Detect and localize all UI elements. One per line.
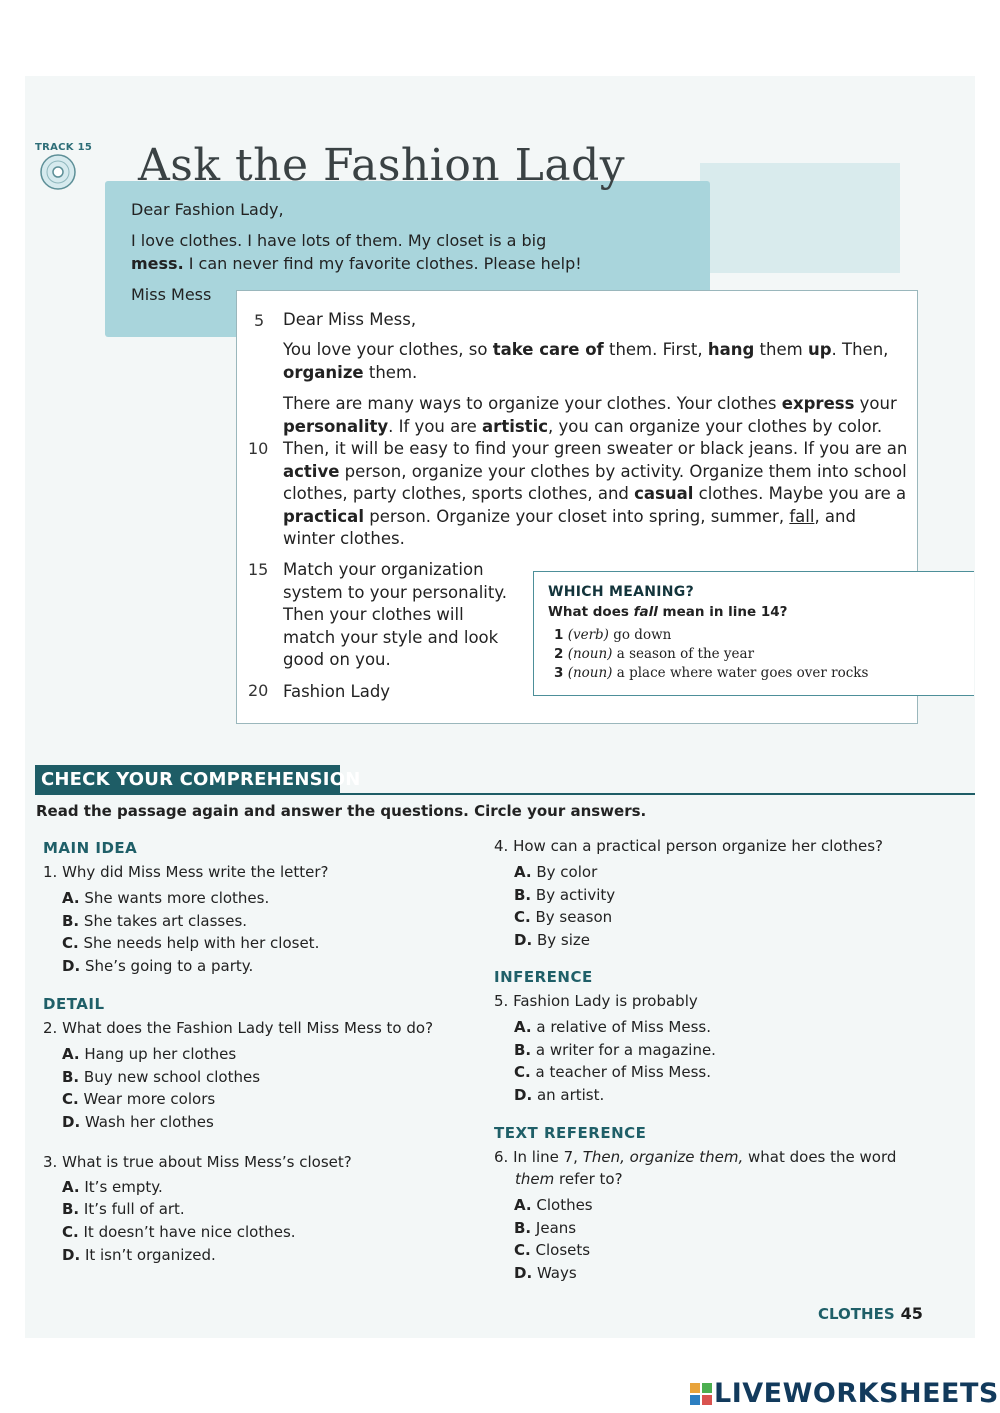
answer-option[interactable]: A. By color — [514, 863, 598, 881]
answer-option[interactable]: C. She needs help with her closet. — [62, 934, 320, 952]
letter-text: I can never find my favorite clothes. Please help! — [183, 254, 582, 273]
answer-option[interactable]: C. Closets — [514, 1241, 591, 1259]
question-5: 5. Fashion Lady is probably — [494, 992, 698, 1010]
which-meaning-heading: WHICH MEANING? — [548, 584, 695, 600]
answer-option[interactable]: C. It doesn’t have nice clothes. — [62, 1223, 296, 1241]
vocab-word: mess. — [131, 254, 184, 273]
brand-name: LIVEWORKSHEETS — [714, 1378, 999, 1409]
line-number: 15 — [248, 560, 269, 579]
meaning-option: 1 (verb) go down — [554, 627, 672, 643]
answer-option[interactable]: B. Jeans — [514, 1219, 577, 1237]
section-title: CHECK YOUR COMPREHENSION — [41, 769, 361, 790]
answer-option[interactable]: C. By season — [514, 908, 613, 926]
section-inference: INFERENCE — [494, 968, 593, 986]
answer-option[interactable]: A. She wants more clothes. — [62, 889, 270, 907]
answer-option[interactable]: A. Hang up her clothes — [62, 1045, 237, 1063]
answer-option[interactable]: D. She’s going to a party. — [62, 957, 254, 975]
instructions: Read the passage again and answer the questions. Circle your answers. — [36, 802, 647, 820]
answer-option[interactable]: A. Clothes — [514, 1196, 593, 1214]
letter-greeting: Dear Fashion Lady, — [131, 200, 284, 219]
page-number: 45 — [900, 1304, 923, 1323]
section-detail: DETAIL — [43, 995, 105, 1013]
answer-option[interactable]: A. a relative of Miss Mess. — [514, 1018, 711, 1036]
brand-logo — [690, 1378, 999, 1409]
answer-paragraph-1: You love your clothes, so take care of them. First, hang them up. Then, organize them. — [283, 340, 889, 382]
section-main-idea: MAIN IDEA — [43, 839, 138, 857]
answer-option[interactable]: D. It isn’t organized. — [62, 1246, 216, 1264]
letter-line-2 — [131, 253, 582, 275]
background-decoration — [700, 163, 900, 273]
question-4: 4. How can a practical person organize her clothes? — [494, 837, 883, 855]
section-text-reference: TEXT REFERENCE — [494, 1124, 647, 1142]
answer-paragraph-2: There are many ways to organize your clothes. Your clothes express your personality. If you are artistic, you can organize your clothes by color. Then, it will be easy to find your green sweater or black jeans. If you are an active person, organize your clothes by activity. Organize them into school clothes, party clothes, sports clothes, and casual clothes. Maybe you are a practical person. Organize your closet into spring, summer, fall, and winter clothes. — [283, 394, 908, 548]
track-label: TRACK 15 — [35, 142, 93, 153]
answer-option[interactable]: D. Wash her clothes — [62, 1113, 214, 1131]
line-number: 10 — [248, 439, 269, 458]
answer-option[interactable]: B. She takes art classes. — [62, 912, 248, 930]
answer-option[interactable]: B. a writer for a magazine. — [514, 1041, 716, 1059]
question-2: 2. What does the Fashion Lady tell Miss Mess to do? — [43, 1019, 434, 1037]
answer-signature: Fashion Lady — [283, 682, 391, 701]
answer-option[interactable]: A. It’s empty. — [62, 1178, 163, 1196]
footer-section: CLOTHES — [818, 1305, 895, 1323]
question-1: 1. Why did Miss Mess write the letter? — [43, 863, 329, 881]
answer-greeting: Dear Miss Mess, — [283, 310, 417, 329]
answer-option[interactable]: C. Wear more colors — [62, 1090, 216, 1108]
answer-option[interactable]: D. an artist. — [514, 1086, 605, 1104]
answer-option[interactable]: B. Buy new school clothes — [62, 1068, 261, 1086]
letter-signature: Miss Mess — [131, 285, 212, 304]
which-meaning-question: What does fall mean in line 14? — [548, 604, 788, 620]
question-6: 6. In line 7, Then, organize them, what does the word — [494, 1148, 897, 1166]
meaning-option: 3 (noun) a place where water goes over rocks — [554, 665, 869, 681]
page-title: Ask the Fashion Lady — [138, 140, 626, 191]
answer-option[interactable]: B. By activity — [514, 886, 616, 904]
answer-option[interactable]: D. By size — [514, 931, 590, 949]
answer-option[interactable]: C. a teacher of Miss Mess. — [514, 1063, 711, 1081]
answer-paragraph-3: Match your organization system to your personality. Then your clothes will match your style and look good on you. — [283, 560, 508, 669]
answer-option[interactable]: D. Ways — [514, 1264, 577, 1282]
letter-line-1: I love clothes. I have lots of them. My closet is a big — [131, 231, 547, 250]
question-3: 3. What is true about Miss Mess’s closet? — [43, 1153, 352, 1171]
line-number: 20 — [248, 681, 269, 700]
meaning-option: 2 (noun) a season of the year — [554, 646, 755, 662]
cd-icon — [40, 154, 76, 190]
divider — [35, 793, 975, 795]
page-footer — [818, 1304, 923, 1323]
liveworksheets-icon — [690, 1383, 712, 1405]
line-number: 5 — [254, 311, 265, 330]
question-6-continued: them refer to? — [515, 1170, 623, 1188]
answer-option[interactable]: B. It’s full of art. — [62, 1200, 185, 1218]
